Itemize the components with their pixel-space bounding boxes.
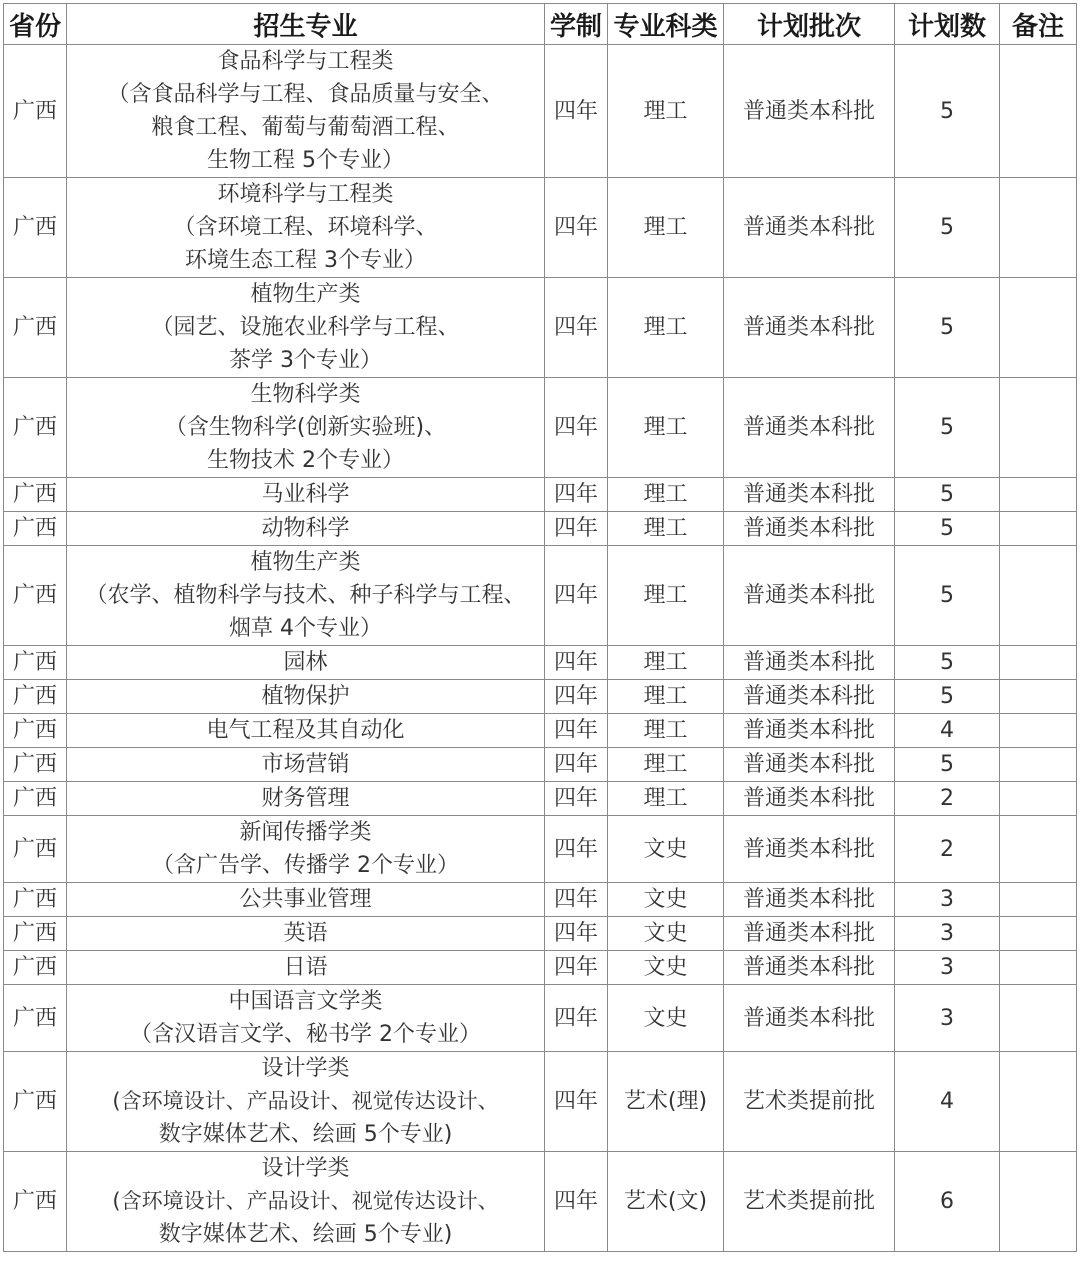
cell-duration: 四年 [545, 512, 608, 546]
table-row [4, 1052, 1077, 1152]
cell-category: 理工 [608, 45, 724, 178]
cell-major [67, 1052, 545, 1152]
cell-category: 文史 [608, 951, 724, 985]
table-row [4, 512, 1077, 546]
major-line: 生物科学类 [250, 382, 361, 407]
cell-province: 广西 [4, 951, 67, 985]
cell-count: 5 [895, 546, 1000, 646]
cell-batch: 普通类本科批 [724, 546, 895, 646]
table-row [4, 646, 1077, 680]
cell-major [67, 45, 545, 178]
cell-province: 广西 [4, 278, 67, 378]
header-note: 备注 [1000, 4, 1077, 45]
cell-batch: 艺术类提前批 [724, 1152, 895, 1252]
cell-note [1000, 917, 1077, 951]
cell-note [1000, 883, 1077, 917]
cell-duration: 四年 [545, 378, 608, 478]
header-batch: 计划批次 [724, 4, 895, 45]
cell-category: 理工 [608, 646, 724, 680]
cell-category: 文史 [608, 917, 724, 951]
cell-count: 3 [895, 917, 1000, 951]
cell-note [1000, 1052, 1077, 1152]
cell-batch: 普通类本科批 [724, 951, 895, 985]
cell-batch: 普通类本科批 [724, 917, 895, 951]
cell-batch: 普通类本科批 [724, 512, 895, 546]
cell-major [67, 883, 545, 917]
major-line: 食品科学与工程类 [217, 49, 394, 74]
cell-category: 理工 [608, 378, 724, 478]
major-line: （含环境工程、环境科学、 [173, 215, 438, 240]
major-line: (含环境设计、产品设计、视觉传达设计、 [112, 1189, 499, 1213]
cell-duration: 四年 [545, 782, 608, 816]
cell-duration: 四年 [545, 278, 608, 378]
cell-note [1000, 985, 1077, 1052]
major-line: 公共事业管理 [239, 887, 372, 912]
cell-duration: 四年 [545, 816, 608, 883]
cell-count: 5 [895, 278, 1000, 378]
cell-category: 理工 [608, 714, 724, 748]
cell-batch: 普通类本科批 [724, 680, 895, 714]
cell-province: 广西 [4, 1052, 67, 1152]
cell-duration: 四年 [545, 748, 608, 782]
cell-note [1000, 951, 1077, 985]
cell-duration: 四年 [545, 178, 608, 278]
cell-note [1000, 178, 1077, 278]
cell-category: 艺术(文) [608, 1152, 724, 1252]
cell-duration: 四年 [545, 680, 608, 714]
cell-count: 5 [895, 478, 1000, 512]
cell-duration: 四年 [545, 45, 608, 178]
cell-province: 广西 [4, 883, 67, 917]
major-line: 设计学类 [261, 1156, 350, 1181]
table-row [4, 378, 1077, 478]
cell-duration: 四年 [545, 714, 608, 748]
major-line: 茶学 3个专业） [229, 348, 382, 373]
major-line: 环境科学与工程类 [217, 182, 394, 207]
cell-count: 4 [895, 714, 1000, 748]
header-count: 计划数 [895, 4, 1000, 45]
cell-major [67, 680, 545, 714]
header-province: 省份 [4, 4, 67, 45]
major-line: 数字媒体艺术、绘画 5个专业) [158, 1122, 453, 1147]
major-line: 生物工程 5个专业） [207, 148, 404, 173]
cell-major [67, 478, 545, 512]
cell-category: 理工 [608, 546, 724, 646]
cell-major [67, 512, 545, 546]
cell-count: 6 [895, 1152, 1000, 1252]
cell-major [67, 816, 545, 883]
cell-note [1000, 378, 1077, 478]
cell-category: 理工 [608, 178, 724, 278]
cell-major [67, 646, 545, 680]
cell-duration: 四年 [545, 951, 608, 985]
cell-note [1000, 680, 1077, 714]
cell-batch: 普通类本科批 [724, 714, 895, 748]
table-row [4, 782, 1077, 816]
cell-note [1000, 748, 1077, 782]
cell-batch: 普通类本科批 [724, 748, 895, 782]
cell-major [67, 378, 545, 478]
major-line: 植物生产类 [250, 550, 361, 575]
table-row [4, 680, 1077, 714]
major-line: 电气工程及其自动化 [206, 718, 405, 743]
major-line: 植物保护 [261, 684, 350, 709]
major-line: 财务管理 [261, 786, 350, 811]
cell-category: 理工 [608, 680, 724, 714]
header-duration: 学制 [545, 4, 608, 45]
cell-duration: 四年 [545, 1152, 608, 1252]
cell-note [1000, 646, 1077, 680]
cell-major [67, 782, 545, 816]
cell-province: 广西 [4, 178, 67, 278]
cell-count: 3 [895, 951, 1000, 985]
table-row [4, 951, 1077, 985]
cell-category: 艺术(理) [608, 1052, 724, 1152]
table-row [4, 883, 1077, 917]
cell-province: 广西 [4, 646, 67, 680]
major-line: （含食品科学与工程、食品质量与安全、 [107, 82, 504, 107]
cell-duration: 四年 [545, 1052, 608, 1152]
cell-province: 广西 [4, 985, 67, 1052]
cell-count: 4 [895, 1052, 1000, 1152]
cell-note [1000, 782, 1077, 816]
major-line: 粮食工程、葡萄与葡萄酒工程、 [151, 115, 460, 140]
cell-note [1000, 546, 1077, 646]
cell-major [67, 985, 545, 1052]
major-line: （园艺、设施农业科学与工程、 [151, 315, 460, 340]
cell-province: 广西 [4, 748, 67, 782]
table-row [4, 748, 1077, 782]
cell-count: 5 [895, 378, 1000, 478]
major-line: （含广告学、传播学 2个专业） [152, 853, 459, 878]
cell-batch: 普通类本科批 [724, 178, 895, 278]
cell-batch: 普通类本科批 [724, 883, 895, 917]
cell-duration: 四年 [545, 646, 608, 680]
cell-province: 广西 [4, 680, 67, 714]
major-line: 马业科学 [261, 482, 350, 507]
major-line: 生物技术 2个专业） [207, 448, 404, 473]
major-line: 动物科学 [261, 516, 350, 541]
cell-count: 5 [895, 178, 1000, 278]
cell-duration: 四年 [545, 917, 608, 951]
major-line: 植物生产类 [250, 282, 361, 307]
cell-note [1000, 478, 1077, 512]
cell-province: 广西 [4, 917, 67, 951]
cell-major [67, 546, 545, 646]
major-line: 日语 [283, 955, 328, 980]
major-line: 设计学类 [261, 1056, 350, 1081]
cell-province: 广西 [4, 714, 67, 748]
major-line: 英语 [283, 921, 328, 946]
cell-count: 5 [895, 512, 1000, 546]
cell-province: 广西 [4, 1152, 67, 1252]
major-line: （含生物科学(创新实验班)、 [164, 415, 447, 440]
cell-province: 广西 [4, 512, 67, 546]
cell-batch: 普通类本科批 [724, 278, 895, 378]
cell-province: 广西 [4, 478, 67, 512]
cell-batch: 普通类本科批 [724, 45, 895, 178]
major-line: （含汉语言文学、秘书学 2个专业） [130, 1022, 481, 1047]
cell-duration: 四年 [545, 985, 608, 1052]
cell-note [1000, 1152, 1077, 1252]
major-line: 新闻传播学类 [239, 820, 372, 845]
cell-batch: 普通类本科批 [724, 478, 895, 512]
major-line: 中国语言文学类 [228, 989, 383, 1014]
cell-major [67, 278, 545, 378]
cell-category: 理工 [608, 782, 724, 816]
major-line: (含环境设计、产品设计、视觉传达设计、 [112, 1089, 499, 1113]
table-row [4, 178, 1077, 278]
table-row [4, 278, 1077, 378]
cell-note [1000, 278, 1077, 378]
cell-count: 2 [895, 816, 1000, 883]
table-row [4, 816, 1077, 883]
cell-batch: 普通类本科批 [724, 378, 895, 478]
cell-batch: 普通类本科批 [724, 646, 895, 680]
major-line: 园林 [283, 650, 328, 675]
table-row [4, 546, 1077, 646]
cell-category: 理工 [608, 278, 724, 378]
cell-category: 理工 [608, 512, 724, 546]
cell-note [1000, 45, 1077, 178]
enrollment-plan-table [3, 3, 1077, 1252]
table-row [4, 1152, 1077, 1252]
cell-count: 3 [895, 985, 1000, 1052]
table-row [4, 985, 1077, 1052]
table-row [4, 45, 1077, 178]
cell-major [67, 178, 545, 278]
header-row [4, 4, 1077, 45]
cell-category: 理工 [608, 748, 724, 782]
major-line: （农学、植物科学与技术、种子科学与工程、 [85, 583, 526, 608]
table-row [4, 478, 1077, 512]
major-line: 环境生态工程 3个专业） [185, 248, 426, 273]
cell-batch: 普通类本科批 [724, 782, 895, 816]
cell-count: 5 [895, 646, 1000, 680]
cell-batch: 普通类本科批 [724, 985, 895, 1052]
cell-major [67, 917, 545, 951]
major-line: 市场营销 [261, 752, 350, 777]
cell-duration: 四年 [545, 478, 608, 512]
cell-category: 理工 [608, 478, 724, 512]
cell-count: 5 [895, 680, 1000, 714]
cell-note [1000, 512, 1077, 546]
cell-province: 广西 [4, 782, 67, 816]
cell-province: 广西 [4, 816, 67, 883]
cell-category: 文史 [608, 816, 724, 883]
table-row [4, 917, 1077, 951]
cell-category: 文史 [608, 883, 724, 917]
cell-count: 5 [895, 748, 1000, 782]
cell-province: 广西 [4, 45, 67, 178]
cell-duration: 四年 [545, 546, 608, 646]
cell-major [67, 748, 545, 782]
table-row [4, 714, 1077, 748]
cell-count: 5 [895, 45, 1000, 178]
cell-note [1000, 816, 1077, 883]
major-line: 数字媒体艺术、绘画 5个专业) [158, 1222, 453, 1247]
cell-duration: 四年 [545, 883, 608, 917]
cell-province: 广西 [4, 378, 67, 478]
cell-major [67, 714, 545, 748]
cell-batch: 艺术类提前批 [724, 1052, 895, 1152]
cell-count: 3 [895, 883, 1000, 917]
cell-count: 2 [895, 782, 1000, 816]
cell-note [1000, 714, 1077, 748]
header-category: 专业科类 [608, 4, 724, 45]
cell-major [67, 1152, 545, 1252]
cell-batch: 普通类本科批 [724, 816, 895, 883]
major-line: 烟草 4个专业） [229, 616, 382, 641]
cell-category: 文史 [608, 985, 724, 1052]
header-major: 招生专业 [67, 4, 545, 45]
cell-province: 广西 [4, 546, 67, 646]
cell-major [67, 951, 545, 985]
